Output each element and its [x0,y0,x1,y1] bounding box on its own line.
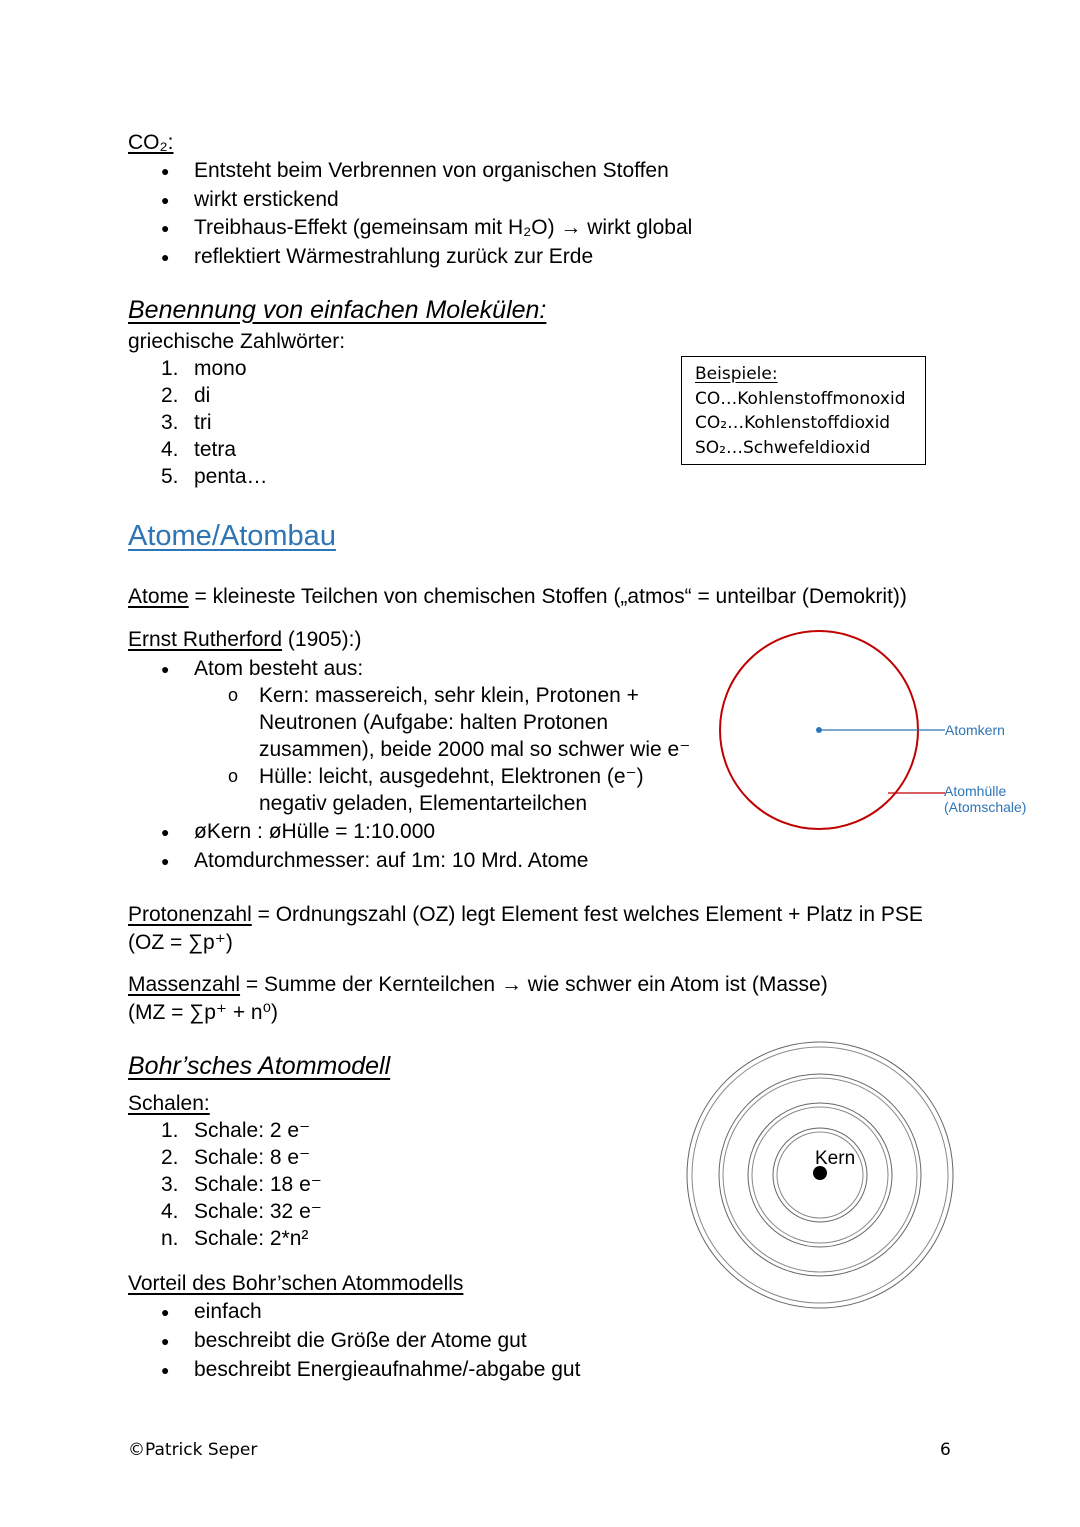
example-line: SO₂…Schwefeldioxid [695,437,871,458]
number-word: di [194,384,211,407]
rutherford-bullet: ● Atom besteht aus: [194,655,363,682]
nucleus-label: Kern [815,1148,856,1169]
proton-term: Protonenzahl [128,903,252,926]
shell-line: negativ geladen, Elementarteilchen [259,792,588,815]
atoms-definition [128,583,907,610]
shell-index: 2. [161,1146,179,1169]
examples-box [681,356,926,465]
proton-formula: (OZ = ∑p⁺) [128,931,233,954]
shell-index: 3. [161,1173,179,1196]
number-index: 4. [161,438,179,461]
number-index: 1. [161,357,179,380]
atoms-def-term: Atome [128,585,189,608]
nucleus-line: Neutronen (Aufgabe: halten Protonen [259,711,609,734]
number-word: mono [194,357,247,380]
advantage-item: ● beschreibt Energieaufnahme/-abgabe gut [194,1356,580,1383]
advantage-item: ● beschreibt die Größe der Atome gut [194,1327,527,1354]
example-line: CO₂…Kohlenstoffdioxid [695,413,891,433]
proton-text: = Ordnungszahl (OZ) legt Element fest welches Element + Platz in PSE [251,903,923,926]
shell-item: Schale: 2 e⁻ [194,1119,311,1142]
rutherford-year: (1905):) [282,628,362,651]
advantage-item: ● einfach [194,1298,262,1325]
number-word: tetra [194,438,237,461]
nucleus-dot [816,727,822,733]
co2-item: ● Treibhaus-Effekt (gemeinsam mit H₂O) → wirkt global [194,214,692,241]
shell-item: Schale: 18 e⁻ [194,1173,322,1196]
naming-subheading: griechische Zahlwörter: [128,330,346,353]
shell-label-sub: (Atomschale) [944,799,1027,815]
mass-text: = Summe der Kernteilchen → wie schwer ein Atom ist (Masse) [240,973,828,996]
shell-line: o Hülle: leicht, ausgedehnt, Elektronen (e⁻) [259,763,644,790]
rutherford-atom-diagram [700,620,1050,850]
mass-definition [128,971,828,998]
bohr-atom-diagram [680,1035,960,1315]
shell-index: 1. [161,1119,179,1142]
number-word: penta… [194,465,268,488]
rutherford-term: Ernst Rutherford [128,628,283,651]
atoms-heading: Atome/Atombau [128,520,336,552]
atoms-def-text: = kleineste Teilchen von chemischen Stoffen („atmos“ = unteilbar (Demokrit)) [188,585,907,608]
nucleus-label: Atomkern [945,722,1005,738]
nucleus-line: zusammen), beide 2000 mal so schwer wie e⁻ [259,738,691,761]
mass-term: Massenzahl [128,973,241,996]
shell-item: Schale: 2*n² [194,1227,309,1250]
shell-index: n. [161,1227,179,1250]
rutherford-bullet: ● Atomdurchmesser: auf 1m: 10 Mrd. Atome [194,847,589,874]
proton-definition [128,901,923,928]
mass-formula: (MZ = ∑p⁺ + n⁰) [128,1001,279,1024]
examples-title: Beispiele: [695,364,778,384]
rutherford-heading [128,626,361,653]
co2-item: ● reflektiert Wärmestrahlung zurück zur Erde [194,243,593,270]
number-index: 5. [161,465,179,488]
co2-item: ● Entsteht beim Verbrennen von organischen Stoffen [194,157,669,184]
co2-heading: CO₂: [128,131,174,154]
copyright: ©Patrick Seper [128,1440,258,1460]
nucleus-line: o Kern: massereich, sehr klein, Protonen + [259,682,639,709]
shells-heading: Schalen: [128,1092,210,1115]
page-number: 6 [940,1440,951,1460]
shell-index: 4. [161,1200,179,1223]
naming-heading: Benennung von einfachen Molekülen: [128,296,547,324]
number-index: 3. [161,411,179,434]
co2-item: ● wirkt erstickend [194,186,339,213]
shell-label: Atomhülle [944,783,1007,799]
bohr-heading: Bohr’sches Atommodell [128,1052,391,1080]
shell-item: Schale: 8 e⁻ [194,1146,311,1169]
example-line: CO…Kohlenstoffmonoxid [695,388,906,409]
advantages-heading: Vorteil des Bohr’schen Atommodells [128,1272,464,1295]
shell-item: Schale: 32 e⁻ [194,1200,322,1223]
number-word: tri [194,411,212,434]
rutherford-bullet: ● øKern : øHülle = 1:10.000 [194,818,435,845]
number-index: 2. [161,384,179,407]
